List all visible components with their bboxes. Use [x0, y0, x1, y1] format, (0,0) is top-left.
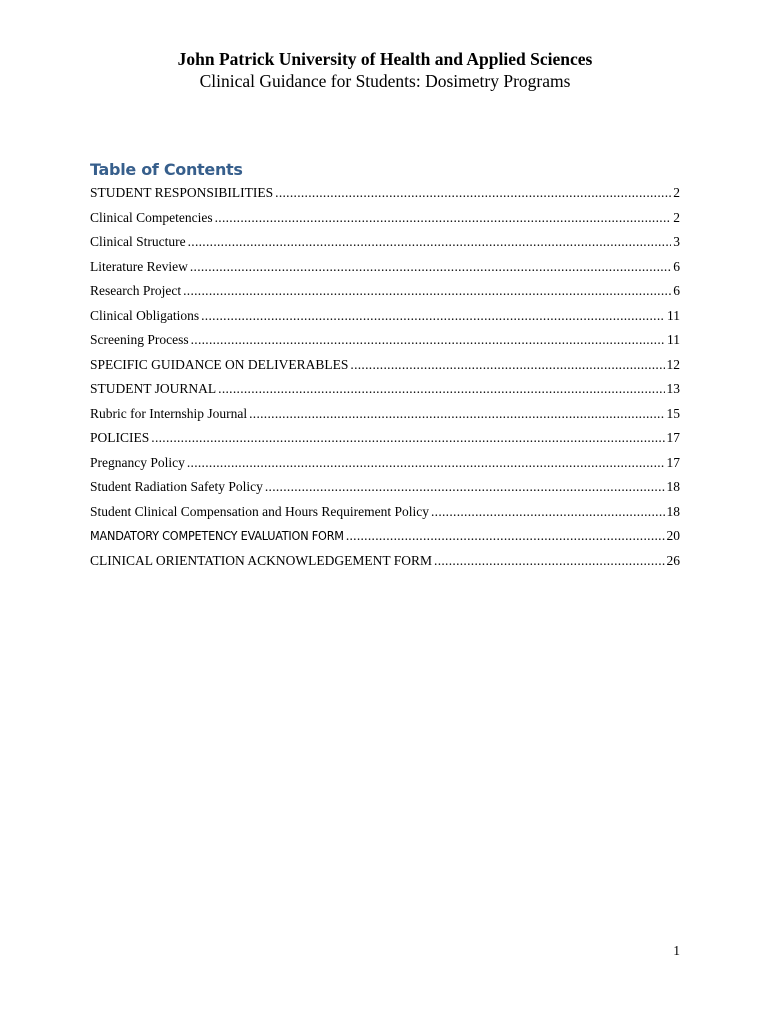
document-header [0, 48, 770, 92]
toc-entry-page: 26 [666, 552, 680, 568]
toc-entry-screening-process[interactable] [90, 330, 680, 355]
toc-entry-literature-review[interactable] [90, 257, 680, 282]
toc-entry-page: 17 [666, 430, 680, 445]
toc-entry-page: 11 [667, 332, 680, 347]
toc-entry-page: 6 [673, 258, 680, 274]
toc-leader-dots [215, 208, 672, 228]
toc-entry-page: 11 [667, 307, 680, 323]
toc-entry-label: POLICIES [90, 430, 150, 445]
page-number: 1 [673, 943, 680, 958]
toc-entry-student-journal[interactable] [90, 379, 680, 404]
toc-entry-label: Student Clinical Compensation and Hours Requirement Policy [90, 503, 429, 519]
toc-heading: Table of Contents [90, 160, 243, 179]
toc-entry-page: 18 [666, 503, 680, 519]
toc-entry-label: Clinical Obligations [90, 307, 200, 323]
toc-entry-clinical-structure[interactable] [90, 232, 680, 257]
toc-entry-page: 3 [673, 234, 680, 249]
toc-entry-label: Literature Review [90, 258, 188, 274]
toc-leader-dots [275, 183, 671, 203]
toc-entry-label: Pregnancy Policy [90, 454, 185, 470]
document-subtitle: Clinical Guidance for Students: Dosimetry Programs [199, 71, 571, 91]
toc-entry-label: MANDATORY COMPETENCY EVALUATION FORM [90, 528, 344, 543]
toc-entry-label: STUDENT RESPONSIBILITIES [90, 185, 274, 200]
toc-entry-label: Research Project [90, 283, 182, 298]
toc-entry-label: STUDENT JOURNAL [90, 381, 217, 396]
toc-entry-label: Clinical Competencies [90, 209, 213, 225]
toc-entry-label: Student Radiation Safety Policy [90, 479, 263, 494]
toc-leader-dots [191, 330, 665, 350]
toc-leader-dots [350, 355, 664, 375]
toc-entry-mandatory-competency-evaluation-form[interactable] [90, 526, 680, 551]
toc-entry-page: 6 [673, 283, 680, 298]
toc-entry-label: CLINICAL ORIENTATION ACKNOWLEDGEMENT FORM [90, 552, 433, 568]
toc-entry-student-clinical-compensation-policy[interactable] [90, 502, 680, 527]
toc-entry-student-responsibilities[interactable] [90, 183, 680, 208]
toc-entry-page: 2 [673, 209, 680, 225]
toc-leader-dots [346, 526, 665, 546]
toc-leader-dots [151, 428, 664, 448]
toc-entry-specific-guidance-on-deliverables[interactable] [90, 355, 680, 380]
toc-leader-dots [249, 404, 664, 424]
toc-entry-student-radiation-safety-policy[interactable] [90, 477, 680, 502]
toc-entry-page: 20 [666, 528, 680, 543]
toc-leader-dots [201, 306, 665, 326]
table-of-contents [90, 183, 680, 575]
toc-entry-research-project[interactable] [90, 281, 680, 306]
toc-entry-page: 15 [666, 405, 680, 421]
toc-entry-page: 18 [666, 479, 680, 494]
toc-leader-dots [265, 477, 665, 497]
toc-leader-dots [431, 502, 665, 522]
toc-entry-label: Clinical Structure [90, 234, 186, 249]
toc-entry-rubric-for-internship-journal[interactable] [90, 404, 680, 429]
toc-leader-dots [434, 551, 664, 571]
university-title: John Patrick University of Health and Applied Sciences [177, 49, 593, 69]
toc-entry-policies[interactable] [90, 428, 680, 453]
toc-entry-clinical-obligations[interactable] [90, 306, 680, 331]
toc-leader-dots [187, 453, 665, 473]
toc-leader-dots [218, 379, 664, 399]
toc-entry-label: SPECIFIC GUIDANCE ON DELIVERABLES [90, 356, 349, 372]
toc-entry-label: Screening Process [90, 332, 189, 347]
toc-leader-dots [190, 257, 671, 277]
toc-leader-dots [183, 281, 671, 301]
toc-entry-page: 2 [673, 185, 680, 200]
toc-entry-pregnancy-policy[interactable] [90, 453, 680, 478]
toc-entry-page: 17 [666, 454, 680, 470]
toc-leader-dots [188, 232, 672, 252]
toc-entry-label: Rubric for Internship Journal [90, 405, 248, 421]
toc-entry-page: 12 [666, 356, 680, 372]
toc-entry-page: 13 [666, 381, 680, 396]
toc-entry-clinical-competencies[interactable] [90, 208, 680, 233]
toc-entry-clinical-orientation-acknowledgement-form[interactable] [90, 551, 680, 576]
